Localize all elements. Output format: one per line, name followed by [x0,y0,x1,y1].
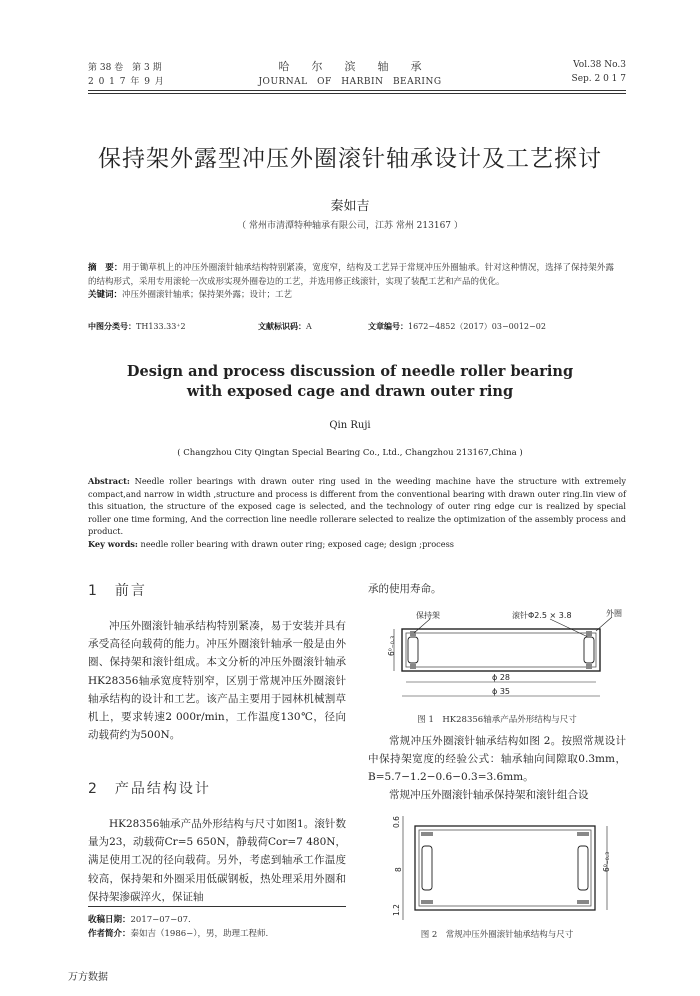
right-paragraph-2: 常规冲压外圈滚针轴承保持架和滚针组合设 [389,789,589,801]
leader-needle [550,619,588,637]
abstract-en [88,475,626,550]
author-bio-label: 作者简介： [88,929,131,939]
dim-width-label: 6⁰₋₀.₃ [387,635,396,656]
keywords-cn-label: 关键词： [88,290,123,300]
paper-title-en [0,362,700,402]
label-needle: 滚针Φ2.5 × 3.8 [512,611,572,620]
header-rule [88,90,626,91]
needle-right [584,637,594,663]
footnote-rule [88,906,346,907]
section-2-paragraph: HK28356轴承产品外形结构与尺寸如图1。滚针数量为23，动载荷Cr=5 650N，静载荷Cor=7 480N，满足使用工况的径向载荷。另外，考虑到轴承工作温度较高，保持架和外圈采用低碳钢板，热处理采用外圈和保持架渗碳淬火，保证轴 [88,818,346,903]
dim-inner-label: ϕ 28 [492,673,510,682]
fig2-dim-top: 0.6 [392,816,401,828]
fig2-inner-outline [419,830,591,906]
fig2-cage-top-left [421,832,433,836]
doc-label: 文献标识码： [258,322,306,331]
received-value: 2017−07−07. [130,915,191,925]
abstract-cn-label: 摘 要： [88,263,123,273]
clc-value: TH133.33⁺2 [136,322,186,331]
abstract-cn-text: 用于锄草机上的冲压外圈滚针轴承结构特别紧凑，宽度窄，结构及工艺异于常规冲压外圈轴承。针对这种情况，选择了保持架外露的结构形式，采用专用滚轮一次成形实现外圈卷边的工艺，并选用修正线滚针，实现了装配工艺和产品的优化。 [88,263,614,287]
keywords-en: needle roller bearing with drawn outer ring; exposed cage; design ;process [137,538,454,549]
fig2-cage-top-right [577,832,589,836]
cage-left-bottom [410,664,416,669]
affiliation-en: ( Changzhou City Qingtan Special Bearing Co., Ltd., Changzhou 213167,China ) [177,448,523,458]
fig2-needle-left [422,846,432,890]
fig2-dim-right: 6⁰₋₀.₃ [602,851,611,872]
paper-title-en-line2: with exposed cage and drawn outer ring [186,383,514,400]
author-en: Qin Ruji [329,420,371,431]
article-number [368,321,546,332]
cage-right [586,631,592,636]
leader-outer [596,617,612,631]
journal-name-cn: 哈 尔 滨 轴 承 [278,60,422,73]
clc-number [88,321,186,332]
keywords-cn: 冲压外圈滚针轴承；保持架外露；设计；工艺 [122,290,293,300]
article-value: 1672−4852（2017）03−0012−02 [408,322,546,331]
author-bio-value: 秦如吉（1986−），男，助理工程师. [130,929,269,939]
section-1-paragraph: 冲压外圈滚针轴承结构特别紧凑，易于安装并具有承受高径向载荷的能力。冲压外圈滚针轴承一般是由外圈、保持架和滚针组成。本文分析的冲压外圈滚针轴承HK28356轴承宽度特别窄，区别于常规冲压外圈滚针轴承结构的设计和工艺。该产品主要用于园林机械割草机上，要求转速2 000r/min，工作温度130℃，径向动载荷约为500N。 [88,620,346,742]
abstract-cn [88,262,614,303]
label-cage: 保持架 [416,611,440,620]
section-1-heading: 1 前言 [88,583,147,599]
doc-value: A [306,322,312,331]
paper-title-en-line1: Design and process discussion of needle roller bearing [126,363,574,380]
right-paragraph-1: 常规冲压外圈滚针轴承结构如图 2。按照常规设计中保持架宽度的经验公式：轴承轴向间隙取0.3mm，B=5.7−1.2−0.6−0.3=3.6mm。 [368,735,626,784]
fig2-needle-right [578,846,588,890]
affiliation-cn: （ 常州市清潭特种轴承有限公司，江苏 常州 213167 ） [237,221,463,231]
figure-2-caption: 图 2 常规冲压外圈滚针轴承结构与尺寸 [420,930,574,940]
paper-title-cn: 保持架外露型冲压外圈滚针轴承设计及工艺探讨 [98,146,602,172]
fig2-dim-mid: 8 [394,867,403,872]
clc-label: 中图分类号： [88,322,136,331]
cage-right-bottom [586,664,592,669]
volume-issue-cn: 第 38 卷 第 3 期 [88,63,162,73]
document-code [258,321,312,332]
volume-issue-en: Vol.38 No.3 [573,60,626,70]
author-bio [88,927,268,939]
journal-name-en: JOURNAL OF HARBIN BEARING [258,77,442,87]
figure-1-caption: 图 1 HK28356轴承产品外形结构与尺寸 [417,715,577,725]
fig2-dim-bot: 1.2 [392,904,401,916]
fig2-cage-bot-right [577,900,589,904]
figure-1-drawing [380,607,630,702]
right-paragraph-continuation: 承的使用寿命。 [368,583,442,595]
author-cn: 秦如吉 [330,199,370,214]
needle-left [408,637,418,663]
leader-cage [414,619,430,633]
fig2-cage-bot-left [421,900,433,904]
keywords-en-label: Key words: [88,538,138,549]
footer-watermark: 万方数据 [68,972,108,983]
date-cn: 2 0 1 7 年 9 月 [88,77,165,87]
header-rule-thin [88,93,626,94]
abstract-en-label: Abstract: [88,476,130,486]
outer-ring-outline [402,629,600,671]
inner-ring-outline [406,633,596,667]
abstract-en-text: Needle roller bearings with drawn outer ring used in the weeding machine have the structure with extremely compact,and narrow in width ,structure and process is different from the conventional bearing with drawn outer ring.Iin view of this situation, the structure of the exposed cage is selected, and the technology of outer ring edge cur is realized by special roller one time forming, And the correction line needle rollerare selected to realize the optimization of the assembly process and product. [88,476,626,536]
dim-outer-label: ϕ 35 [492,687,510,696]
date-en: Sep. 2 0 1 7 [571,74,626,84]
article-label: 文章编号： [368,322,408,331]
received-date [88,913,191,925]
section-2-heading: 2 产品结构设计 [88,781,211,797]
fig2-outer-ring [415,826,595,910]
received-label: 收稿日期： [88,915,131,925]
label-outer: 外圈 [606,609,622,618]
figure-2-drawing [385,812,615,924]
